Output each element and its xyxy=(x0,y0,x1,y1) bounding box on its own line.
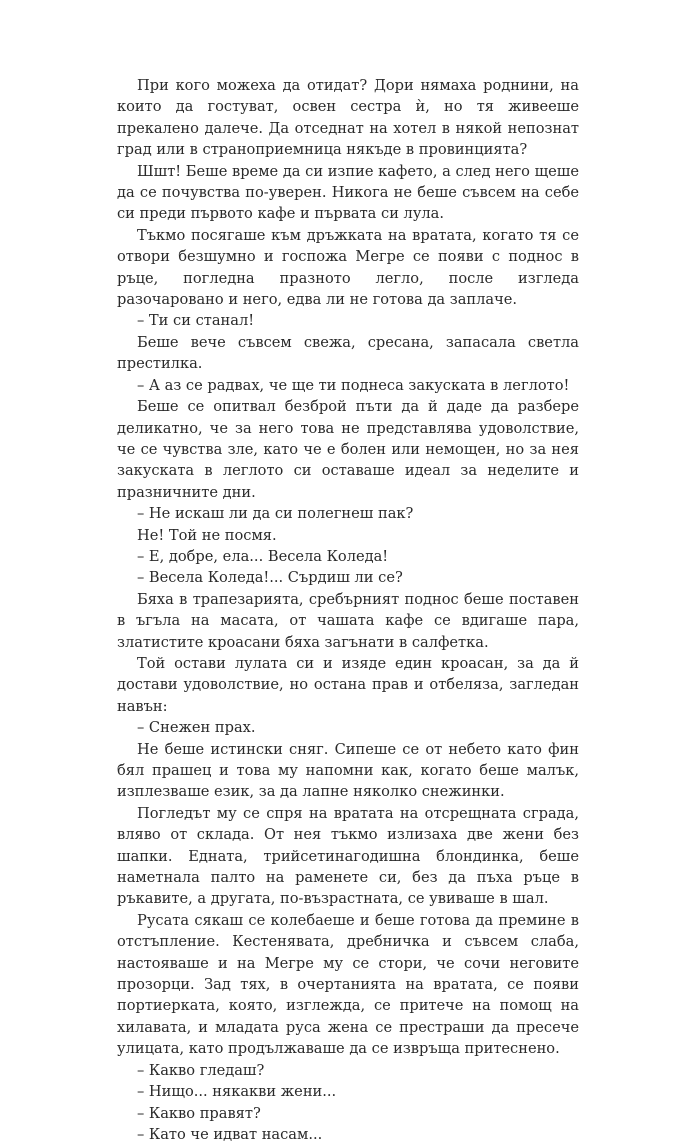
paragraph: Шшт! Беше време да си изпие кафето, а след него щеше да се почувства по-уверен. Никога не беше съвсем на себе си преди първото кафе и първата си лула. xyxy=(117,162,580,223)
paragraph: Русата сякаш се колебаеше и беше готова да премине в отстъпление. Кестенявата, дребничка и съвсем слаба, настояваше и на Мегре му се стори, че сочи неговите прозорци. Зад тях, в очертанията на вратата, се появи портиерката, която, изглежда, се притече на помощ на хилавата, и младата руса жена се престраши да пресече улицата, като продължаваше да се извръща притеснено. xyxy=(117,911,579,1058)
paragraph: Не беше истински сняг. Сипеше се от небето като фин бял прашец и това му напомни как, когато беше малък, изплезваше език, за да лапне няколко снежинки. xyxy=(117,740,579,801)
dialogue-line: – Не искаш ли да си полегнеш пак? xyxy=(137,505,414,523)
paragraph: Той остави лулата си и изяде един кроасан, за да й достави удоволствие, но остана прав и отбеляза, загледан навън: xyxy=(117,654,579,715)
paragraph: Бяха в трапезарията, сребърният поднос беше поставен в ъгъла на масата, от чашата кафе се вдигаше пара, златистите кроасани бяха загънати в салфетка. xyxy=(117,590,579,651)
paragraph: Тъкмо посягаше към дръжката на вратата, когато тя се отвори безшумно и госпожа Мегре се появи с поднос в ръце, погледна празното легло, после изгледа разочаровано и него, едва ли не готова да заплаче. xyxy=(117,226,579,309)
dialogue-line: – Като че идват насам... xyxy=(137,1125,323,1143)
dialogue-line: – Какво правят? xyxy=(137,1104,261,1122)
paragraph: При кого можеха да отидат? Дори нямаха роднини, на които да гостуват, освен сестра ѝ, но тя живееше прекалено далече. Да отседнат на хотел в някой непознат град или в страноприемница някъде в провинцията? xyxy=(117,77,579,159)
body-text xyxy=(117,75,579,1145)
paragraph: Беше се опитвал безброй пъти да й даде да разбере деликатно, че за него това не представлява удоволствие, че се чувства зле, като че е болен или немощен, но за нея закуската в леглото си оставаше идеал за неделите и празничните дни. xyxy=(117,398,579,501)
dialogue-line: – Весела Коледа!... Сърдиш ли се? xyxy=(137,569,403,587)
paragraph: Беше вече съвсем свежа, сресана, запасала светла престилка. xyxy=(117,333,579,373)
dialogue-line: – А аз се радвах, че ще ти поднеса закуската в леглото! xyxy=(137,376,570,394)
paragraph: Погледът му се спря на вратата на отсрещната сграда, вляво от склада. От нея тъкмо излизаха две жени без шапки. Едната, трийсетинагодишна блондинка, беше наметнала палто на раменете си, без да пъха ръце в ръкавите, а другата, по-възрастната, се увиваше в шал. xyxy=(117,804,579,908)
dialogue-line: – Снежен прах. xyxy=(137,719,256,737)
dialogue-line: – Какво гледаш? xyxy=(137,1061,265,1079)
dialogue-line: – Ти си станал! xyxy=(137,312,255,330)
paragraph: Не! Той не посмя. xyxy=(137,526,277,544)
dialogue-line: – Нищо... някакви жени... xyxy=(137,1083,337,1101)
dialogue-line: – Е, добре, ела... Весела Коледа! xyxy=(137,547,389,565)
